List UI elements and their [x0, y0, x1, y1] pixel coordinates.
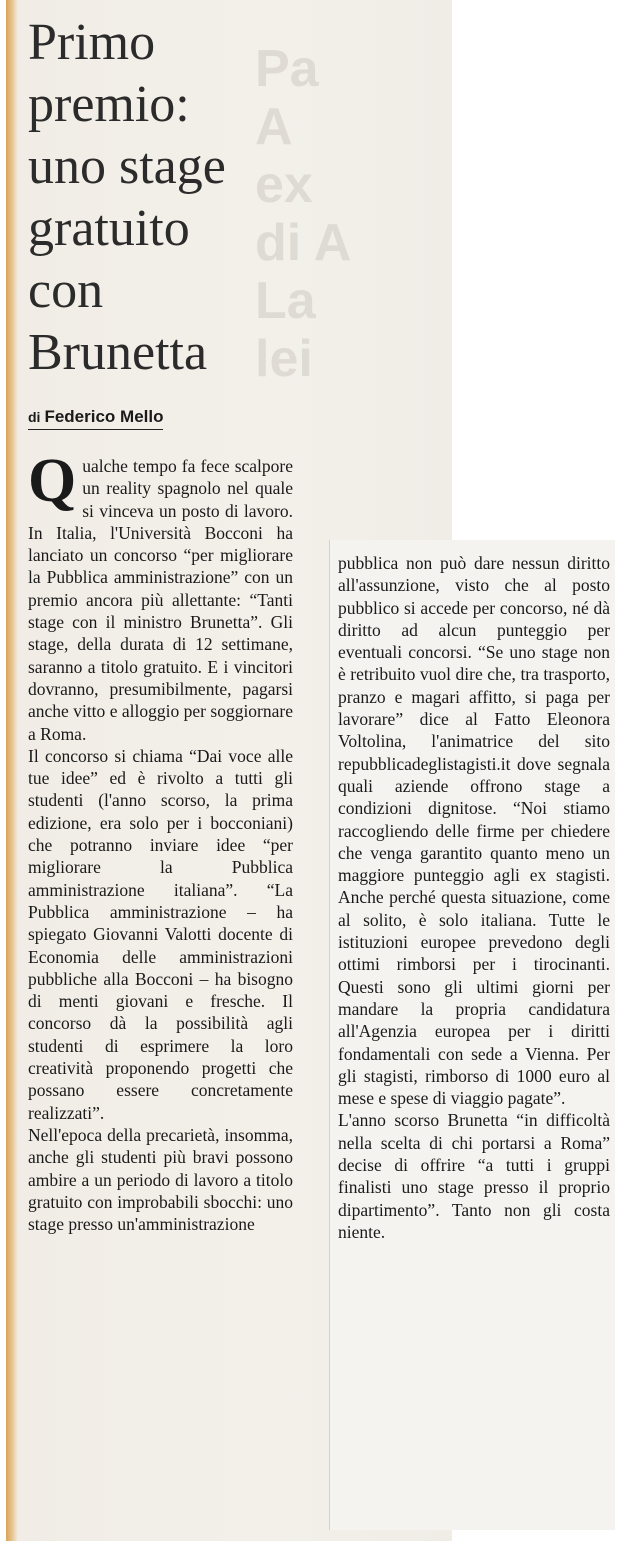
- headline-line: premio:: [28, 76, 190, 133]
- show-through-line: La: [255, 272, 316, 330]
- headline-line: gratuito: [28, 200, 190, 257]
- article-paragraph: Nell'epoca della precarietà, insomma, anche gli studenti più bravi possono ambire a un periodo di lavoro a titolo gratuito con improbabili sbocchi: uno stage presso un'amministrazione: [28, 1124, 293, 1235]
- show-through-line: ex: [255, 156, 313, 214]
- headline-line: Brunetta: [28, 324, 208, 381]
- headline-line: con: [28, 262, 104, 319]
- show-through-line: di A: [255, 214, 352, 272]
- byline-author: Federico Mello: [44, 407, 164, 426]
- article-paragraph: L'anno scorso Brunetta “in difficoltà nella scelta di chi portarsi a Roma” decise di offrire “a tutti i gruppi finalisti uno stage presso il proprio dipartimento”. Tanto non gli costa niente.: [338, 1110, 610, 1242]
- byline-prefix: di: [28, 409, 41, 425]
- byline: [28, 407, 163, 430]
- show-through-line: A: [255, 98, 293, 156]
- article-column-right: [338, 552, 610, 1243]
- article-paragraph: Il concorso si chiama “Dai voce alle tue idee” ed è rivolto a tutti gli studenti (l'anno scorso, la prima edizione, era solo per i bocconiani) che potranno inviare idee “per migliorare la Pubblica amministrazione italiana”. “La Pubblica amministrazione – ha spiegato Giovanni Valotti docente di Economia delle amministrazioni pubbliche alla Bocconi – ha bisogno di menti giovani e fresche. Il concorso dà la possibilità agli studenti di esprimere la loro creatività proponendo progetti che possano essere concretamente realizzati”.: [28, 745, 293, 1123]
- show-through-line: lei: [255, 330, 313, 388]
- headline-line: Primo: [28, 14, 156, 71]
- article-column-left: [28, 447, 293, 1235]
- show-through-line: Pa: [255, 40, 319, 98]
- headline-line: uno stage: [28, 138, 226, 195]
- article-paragraph: [28, 447, 293, 745]
- headline: [28, 12, 328, 384]
- paragraph-text: ualche tempo fa fece scalpore un reality spagnolo nel quale si vinceva un posto di lavoro. In Italia, l'Università Bocconi ha lanciato un concorso “per migliorare la Pubblica amministrazione” con un premio ancora più allettante: “Tanti stage con il ministro Brunetta”. Gli stage, della durata di 12 settimane, saranno a titolo gratuito. E i vincitori dovranno, presumibilmente, pagarsi anche vitto e alloggio per soggiornare a Roma.: [28, 456, 293, 744]
- article-paragraph: pubblica non può dare nessun diritto all'assunzione, visto che al posto pubblico si accede per concorso, né dà diritto ad alcun punteggio per eventuali concorsi. “Se uno stage non è retribuito vuol dire che, tra trasporto, pranzo e magari affitto, si paga per lavorare” dice al Fatto Eleonora Voltolina, l'animatrice del sito repubblicadeglistagisti.it dove segnala quali aziende offrono stage a condizioni dignitose. “Noi stiamo raccogliendo delle firme per chiedere che venga garantito quanto meno un maggiore punteggio agli ex stagisti. Anche perché questa situazione, come al solito, è solo italiana. Tutte le istituzioni europee prevedono degli ottimi rimborsi per i tirocinanti. Questi sono gli ultimi giorni per mandare la propria candidatura all'Agenzia europea per i diritti fondamentali con sede a Vienna. Per gli stagisti, rimborso di 1000 euro al mese e spese di viaggio pagate”.: [338, 553, 610, 1109]
- drop-cap: Q: [28, 447, 77, 515]
